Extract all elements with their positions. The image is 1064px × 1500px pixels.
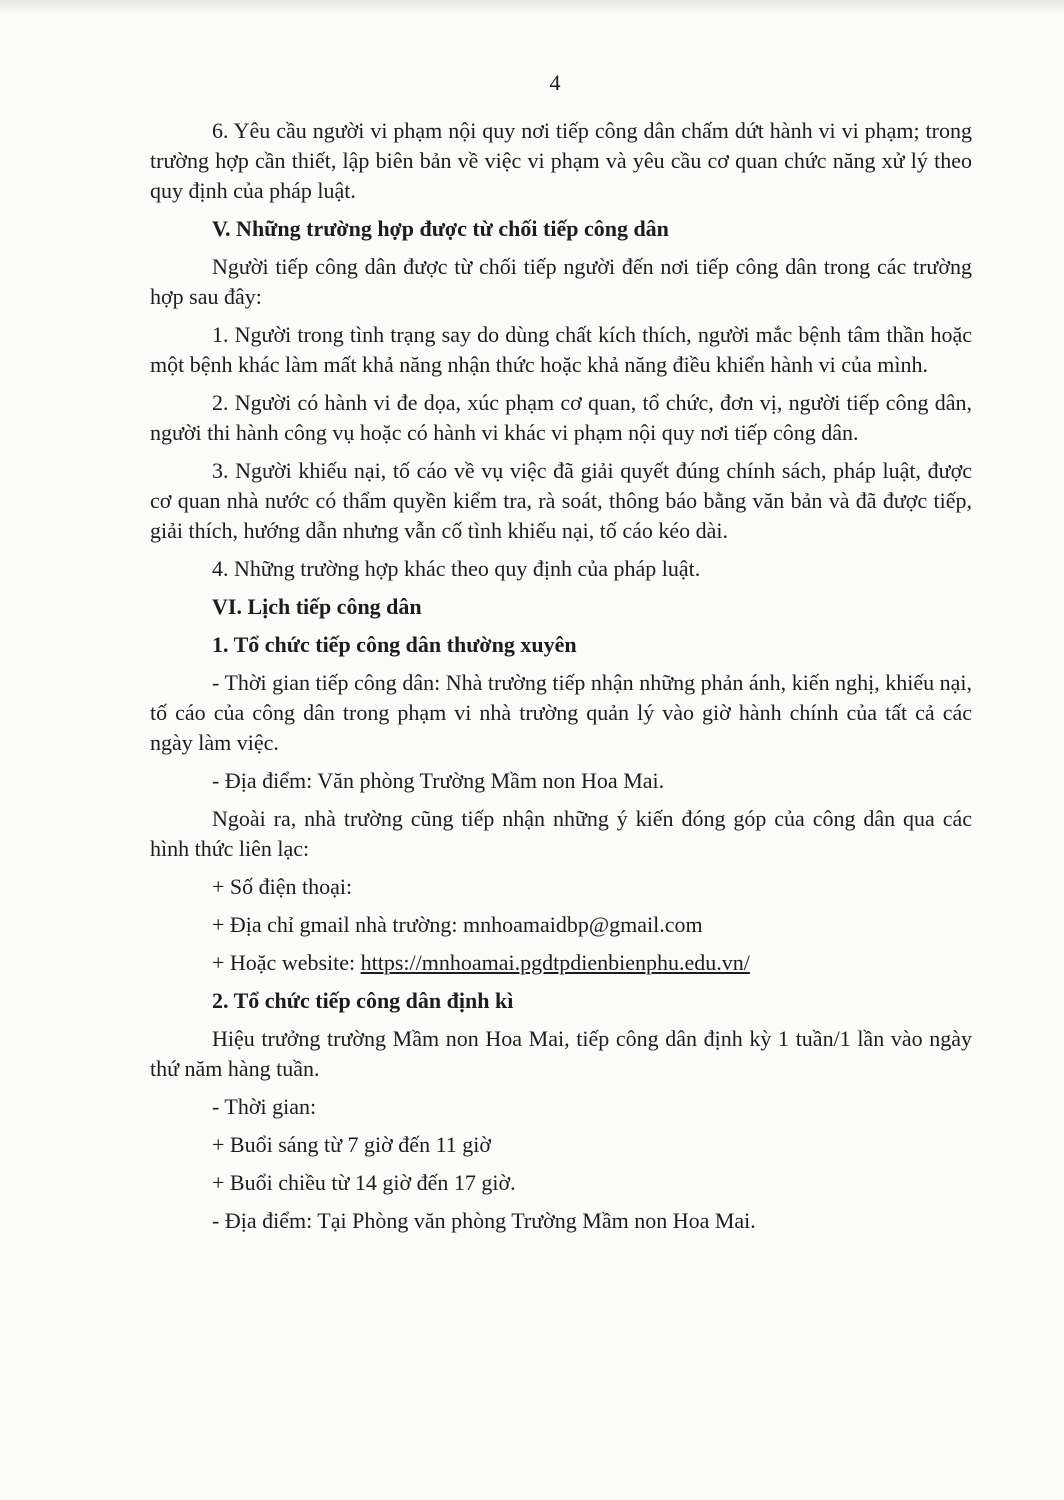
subheading-regular-reception: 1. Tổ chức tiếp công dân thường xuyên <box>212 632 577 657</box>
page-number: 4 <box>549 70 561 95</box>
website-label: + Hoặc website: <box>212 950 361 975</box>
paragraph-intro-refusal: Người tiếp công dân được từ chối tiếp người đến nơi tiếp công dân trong các trường hợp sau đây: <box>150 254 972 309</box>
subheading-periodic-reception: 2. Tổ chức tiếp công dân định kì <box>212 988 514 1013</box>
website-link[interactable]: https://mnhoamai.pgdtpdienbienphu.edu.vn/ <box>360 950 750 975</box>
section-heading-v: V. Những trường hợp được từ chối tiếp công dân <box>212 216 669 241</box>
paragraph-case-3: 3. Người khiếu nại, tố cáo về vụ việc đã giải quyết đúng chính sách, pháp luật, được cơ quan nhà nước có thẩm quyền kiểm tra, rà soát, thông báo bằng văn bản và đã được tiếp, giải thích, hướng dẫn nhưng vẫn cố tình khiếu nại, tố cáo kéo dài. <box>150 458 972 543</box>
paragraph-time-label: - Thời gian: <box>212 1094 317 1119</box>
paragraph-phone: + Số điện thoại: <box>212 874 353 899</box>
paragraph-periodic-location: - Địa điểm: Tại Phòng văn phòng Trường Mầm non Hoa Mai. <box>212 1208 756 1233</box>
paragraph-email: + Địa chỉ gmail nhà trường: mnhoamaidbp@gmail.com <box>212 912 703 937</box>
paragraph-case-4: 4. Những trường hợp khác theo quy định của pháp luật. <box>212 556 701 581</box>
paragraph-case-2: 2. Người có hành vi đe dọa, xúc phạm cơ quan, tổ chức, đơn vị, người tiếp công dân, người thi hành công vụ hoặc có hành vi khác vi phạm nội quy nơi tiếp công dân. <box>150 390 972 445</box>
scan-edge-shadow <box>0 0 1064 14</box>
paragraph-reception-location: - Địa điểm: Văn phòng Trường Mầm non Hoa Mai. <box>212 768 665 793</box>
paragraph-website <box>150 948 972 978</box>
paragraph-morning-hours: + Buổi sáng từ 7 giờ đến 11 giờ <box>212 1132 491 1157</box>
section-heading-vi: VI. Lịch tiếp công dân <box>212 594 422 619</box>
paragraph-contact-intro: Ngoài ra, nhà trường cũng tiếp nhận những ý kiến đóng góp của công dân qua các hình thức liên lạc: <box>150 806 972 861</box>
paragraph-case-1: 1. Người trong tình trạng say do dùng chất kích thích, người mắc bệnh tâm thần hoặc một bệnh khác làm mất khả năng nhận thức hoặc khả năng điều khiển hành vi của mình. <box>150 322 972 377</box>
paragraph-item-6: 6. Yêu cầu người vi phạm nội quy nơi tiếp công dân chấm dứt hành vi vi phạm; trong trường hợp cần thiết, lập biên bản về việc vi phạm và yêu cầu cơ quan chức năng xử lý theo quy định của pháp luật. <box>150 118 972 203</box>
document-body <box>150 116 972 1236</box>
paragraph-afternoon-hours: + Buổi chiều từ 14 giờ đến 17 giờ. <box>212 1170 516 1195</box>
paragraph-principal-schedule: Hiệu trưởng trường Mầm non Hoa Mai, tiếp công dân định kỳ 1 tuần/1 lần vào ngày thứ năm hàng tuần. <box>150 1026 972 1081</box>
paragraph-reception-time: - Thời gian tiếp công dân: Nhà trường tiếp nhận những phản ánh, kiến nghị, khiếu nại, tố cáo của công dân trong phạm vi nhà trường quản lý vào giờ hành chính của tất cả các ngày làm việc. <box>150 670 972 755</box>
